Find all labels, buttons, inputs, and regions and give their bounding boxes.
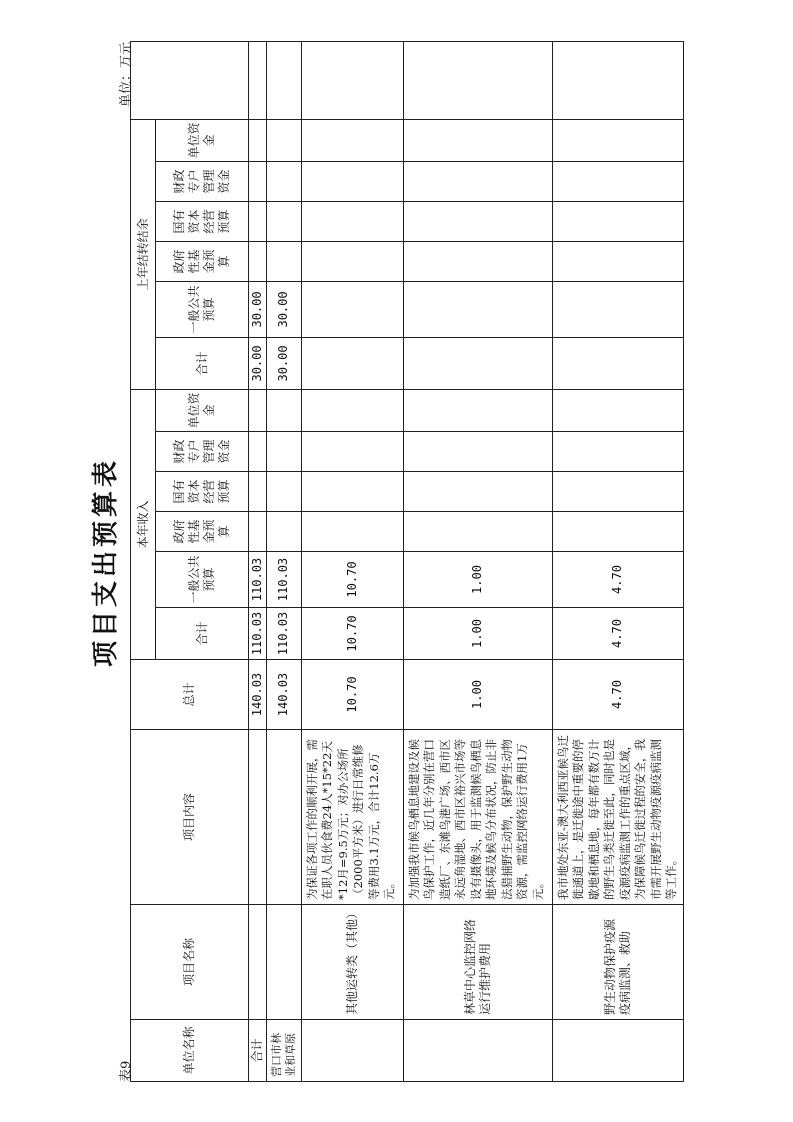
cell-total: 10.70 bbox=[301, 660, 403, 730]
table-row bbox=[552, 41, 683, 1081]
unit-label: 单位：万元 bbox=[119, 42, 134, 108]
header-income-gov-fund: 政府性基金预算 bbox=[156, 512, 249, 552]
header-carryover: 上年结转结余 bbox=[131, 119, 156, 389]
cell-income-general: 110.03 bbox=[267, 552, 302, 608]
header-carry-general: 一般公共预算 bbox=[156, 281, 249, 337]
cell-income-general: 10.70 bbox=[301, 552, 403, 608]
cell-carry-general: 30.00 bbox=[249, 281, 267, 337]
header-carry-unit-fund: 单位资金 bbox=[156, 119, 249, 161]
cell-project-content: 为加强我市候鸟栖息地建设及候鸟保护工作，近几年分别在营口造纸厂、东滩鸟港广场、西市区永远角湿地、西市区裕兴市场等设有摄像头，用于监测候鸟栖息地环境及候鸟分布状况，防止非法猎捕野生动物，保护野生动物资源，需监控网络运行费用1万元。 bbox=[403, 730, 552, 905]
header-total: 总计 bbox=[131, 660, 249, 730]
cell-income-sum: 110.03 bbox=[267, 608, 302, 660]
header-income-unit-fund: 单位资金 bbox=[156, 389, 249, 431]
cell-income-general: 110.03 bbox=[249, 552, 267, 608]
header-income-special-fund: 财政专户管理资金 bbox=[156, 432, 249, 472]
header-project-content: 项目内容 bbox=[131, 730, 249, 905]
cell-carry-sum: 30.00 bbox=[267, 337, 302, 389]
table-row-total bbox=[249, 41, 267, 1081]
cell-total: 140.03 bbox=[249, 660, 267, 730]
header-carry-state-capital: 国有资本经营预算 bbox=[156, 201, 249, 241]
header-income-general: 一般公共预算 bbox=[156, 552, 249, 608]
cell-project-name: 林草中心监控网络运行维护费用 bbox=[403, 905, 552, 1020]
header-income-subtotal: 合计 bbox=[156, 608, 249, 660]
cell-total: 140.03 bbox=[267, 660, 302, 730]
cell-income-sum: 10.70 bbox=[301, 608, 403, 660]
table-row bbox=[301, 41, 403, 1081]
budget-sheet bbox=[85, 42, 748, 1082]
cell-income-general: 4.70 bbox=[552, 552, 683, 608]
header-carry-subtotal: 合计 bbox=[156, 337, 249, 389]
table-row-org bbox=[267, 41, 302, 1081]
header-org-name: 单位名称 bbox=[131, 1020, 249, 1082]
cell-income-sum: 4.70 bbox=[552, 608, 683, 660]
cell-project-name: 野生动物保护疫源疫病监测、救助 bbox=[552, 905, 683, 1020]
cell-project-content: 为保证各项工作的顺利开展，需在职人员伙食费24人*15*22天*12月=9.5万元；对办公场所（2000平方米）进行日常维修等费用3.1万元，合计12.6万元。 bbox=[301, 730, 403, 905]
cell-label: 合计 bbox=[249, 1020, 267, 1082]
cell-project-content: 我市地处东亚-澳大利西亚候鸟迁徙通道上，是迁徙途中重要的停歇地和栖息地，每年都有数万计的野生鸟类迁徙至此，同时也是疫源疫病监测工作的重点区域，为保障候鸟迁徙过程的安全，我市需开展野生动物疫源疫病监测等工作。 bbox=[552, 730, 683, 905]
cell-income-sum: 110.03 bbox=[249, 608, 267, 660]
cell-total: 4.70 bbox=[552, 660, 683, 730]
header-current-income: 本年收入 bbox=[131, 389, 156, 659]
page-title: 项目支出预算表 bbox=[91, 457, 121, 668]
header-project-name: 项目名称 bbox=[131, 905, 249, 1020]
header-carry-gov-fund: 政府性基金预算 bbox=[156, 241, 249, 281]
header-carry-special-fund: 财政专户管理资金 bbox=[156, 161, 249, 201]
project-expenditure-table bbox=[130, 41, 684, 1082]
table-row bbox=[403, 41, 552, 1081]
cell-carry-sum: 30.00 bbox=[249, 337, 267, 389]
cell-org-name: 营口市林业和草原 bbox=[267, 1020, 302, 1082]
cell-income-general: 1.00 bbox=[403, 552, 552, 608]
cell-income-sum: 1.00 bbox=[403, 608, 552, 660]
cell-project-name: 其他运转类（其他） bbox=[301, 905, 403, 1020]
table-number: 表9 bbox=[119, 1060, 134, 1082]
header-blank bbox=[131, 41, 249, 119]
cell-carry-general: 30.00 bbox=[267, 281, 302, 337]
header-income-state-capital: 国有资本经营预算 bbox=[156, 472, 249, 512]
cell-total: 1.00 bbox=[403, 660, 552, 730]
